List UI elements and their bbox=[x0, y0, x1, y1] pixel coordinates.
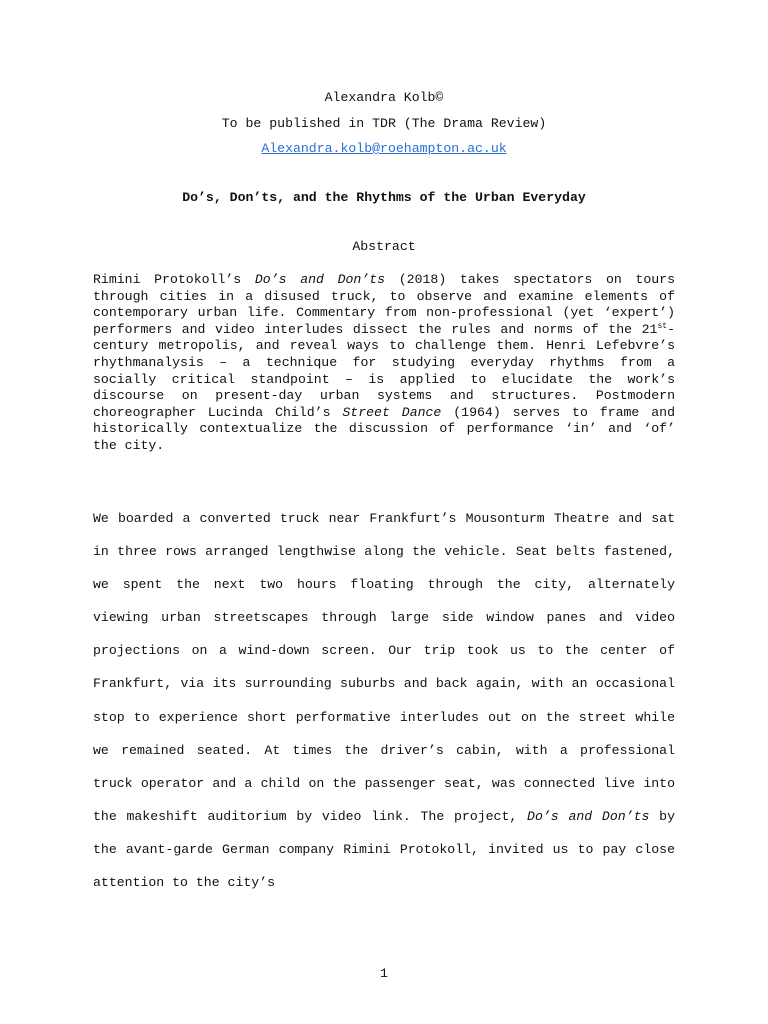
body-text-2: by the avant-garde German company Rimini Protokoll, invited us to pay close attention to the city’s bbox=[93, 808, 675, 891]
abstract-work-title-2: Street Dance bbox=[342, 404, 442, 420]
body-paragraph bbox=[93, 502, 675, 899]
abstract-paragraph bbox=[93, 272, 675, 455]
body-text-1: We boarded a converted truck near Frankfurt’s Mousonturm Theatre and sat in three rows arranged lengthwise along the vehicle. Seat belts fastened, we spent the next two hours floating through the city, alternately viewing urban streetscapes through large side window panes and video projections on a wind-down screen. Our trip took us to the center of Frankfurt, via its surrounding suburbs and back again, with an occasional stop to experience short performative interludes out on the street while we remained seated. At times the driver’s cabin, with a professional truck operator and a child on the passenger seat, was connected live into the makeshift auditorium by video link. The project, bbox=[93, 511, 675, 824]
publication-note: To be published in TDR (The Drama Review) bbox=[221, 116, 547, 131]
page-number: 1 bbox=[380, 966, 388, 981]
abstract-text-1: Rimini Protokoll’s bbox=[93, 272, 255, 287]
abstract-heading: Abstract bbox=[352, 239, 416, 254]
abstract-text-4: (1964) serves to frame and historically contextualize the discussion of performance ‘in’ and ‘of’ the city. bbox=[93, 404, 675, 453]
paper-title: Do’s, Don’ts, and the Rhythms of the Urban Everyday bbox=[182, 190, 586, 205]
abstract-text-3: -century metropolis, and reveal ways to challenge them. Henri Lefebvre’s rhythmanalysis – a technique for studying everyday rhythms from a socially critical standpoint – is applied to elucidate the work’s discourse on present-day urban systems and structures. Postmodern choreographer Lucinda Child’s bbox=[93, 321, 675, 420]
email-link[interactable]: Alexandra.kolb@roehampton.ac.uk bbox=[261, 141, 507, 156]
abstract-text-2: (2018) takes spectators on tours through cities in a disused truck, to observe and examine elements of contemporary urban life. Commentary from non-professional (yet ‘expert’) performers and video interludes dissect the rules and norms of the 21 bbox=[93, 272, 675, 337]
abstract-work-title-1: Do’s and Don’ts bbox=[254, 272, 386, 287]
document-page bbox=[93, 0, 675, 1024]
email-line bbox=[93, 140, 675, 157]
body-work-title: Do’s and Don’ts bbox=[527, 808, 650, 824]
author-line: Alexandra Kolb© bbox=[324, 90, 444, 105]
abstract-superscript: st bbox=[657, 321, 668, 331]
